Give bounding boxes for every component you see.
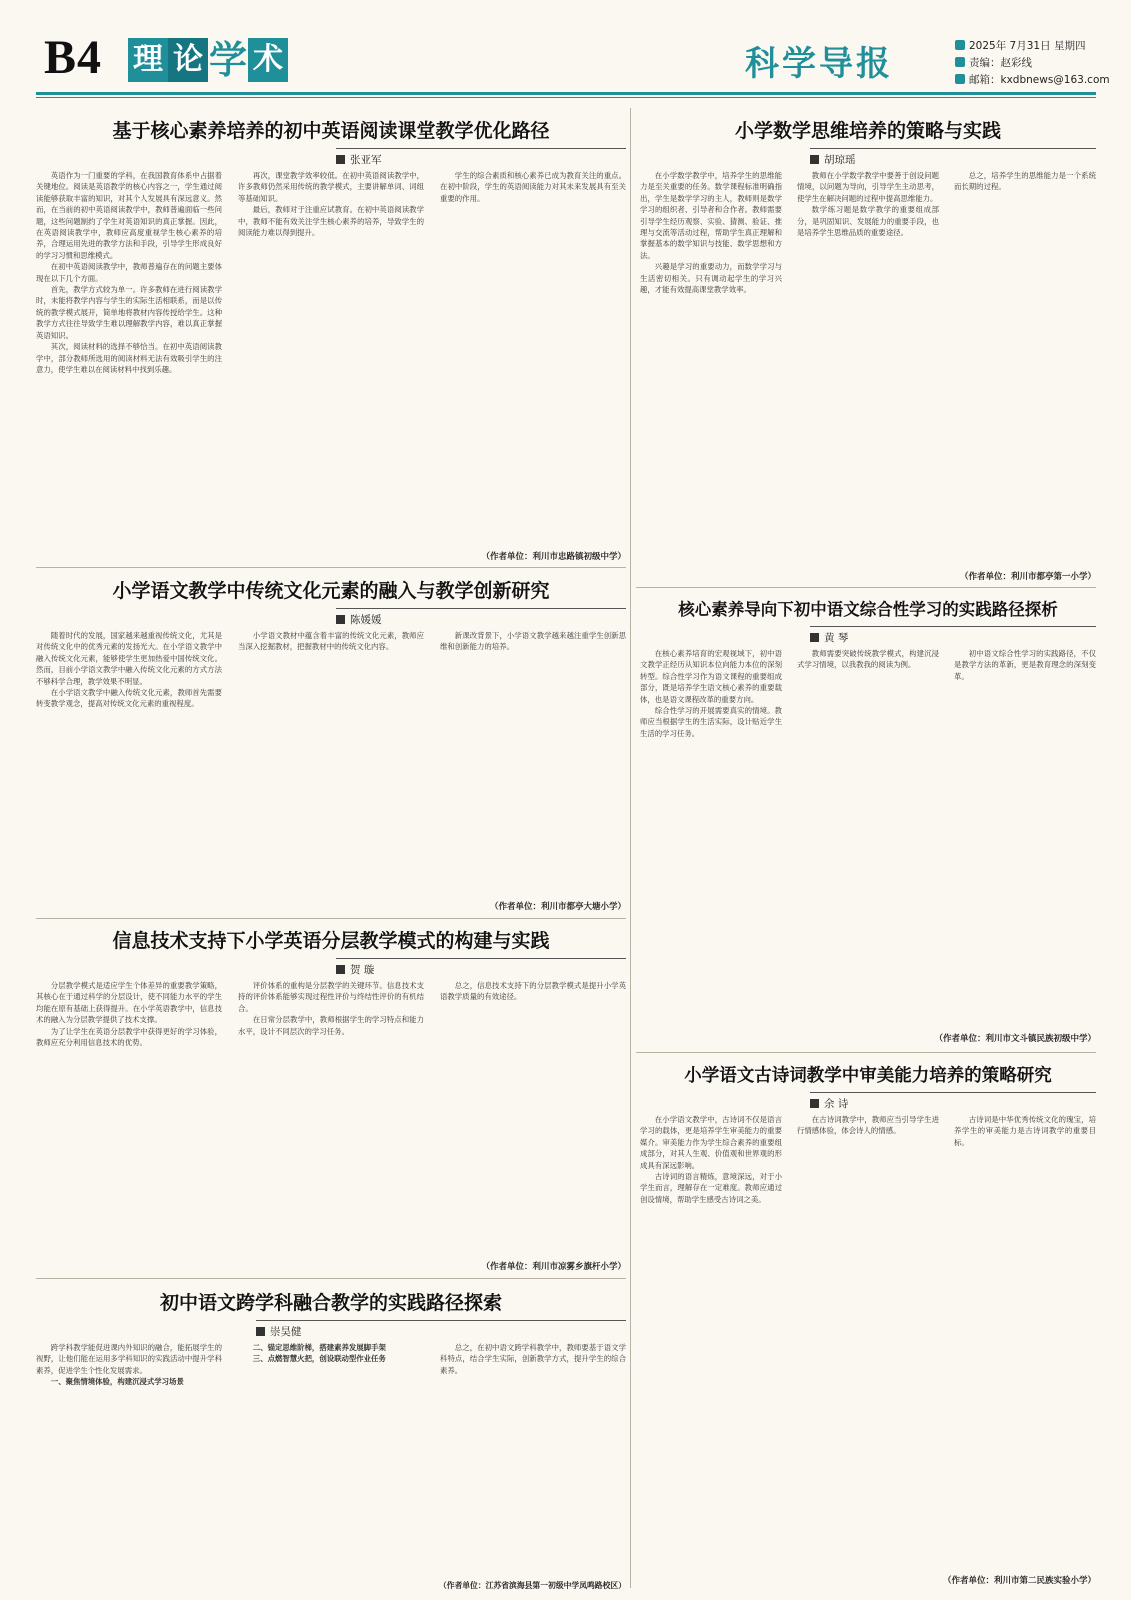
byline-rule <box>256 1320 626 1321</box>
paragraph: 兴趣是学习的重要动力，而数学学习与生活密切相关。只有调动起学生的学习兴趣，才能有效提高课堂教学效率。 <box>640 262 782 295</box>
mail-icon <box>955 74 965 84</box>
author-affiliation: （作者单位：利川市第二民族实验小学） <box>942 1576 1096 1586</box>
byline-rule <box>810 148 1096 149</box>
byline-rule <box>810 1092 1096 1093</box>
author-affiliation: （作者单位：江苏省滨海县第一初级中学凤鸣路校区） <box>438 1581 626 1590</box>
byline-rule <box>336 148 626 149</box>
paragraph: 再次，课堂教学效率较低。在初中英语阅读教学中，许多教师仍然采用传统的教学模式，主要讲解单词、词组等基础知识。 <box>238 171 424 203</box>
byline-marker <box>810 155 819 164</box>
article-english-reading <box>36 112 626 562</box>
paragraph: 古诗词是中华优秀传统文化的瑰宝，培养学生的审美能力是古诗词教学的重要目标。 <box>954 1115 1096 1147</box>
section-logo <box>128 38 288 82</box>
article-title: 小学语文教学中传统文化元素的融入与教学创新研究 <box>112 580 550 602</box>
byline-rule <box>336 958 626 959</box>
paragraph: 新课改背景下，小学语文教学越来越注重学生创新思维和创新能力的培养。 <box>440 631 626 652</box>
author: 贺 璇 <box>350 964 375 976</box>
byline-rule <box>810 626 1096 627</box>
article-title: 核心素养导向下初中语文综合性学习的实践路径探析 <box>678 600 1058 619</box>
section-divider <box>36 567 626 568</box>
paragraph: 在小学数学教学中，培养学生的思维能力是至关重要的任务。数学课程标准明确指出，学生是数学学习的主人，教师则是数学学习的组织者、引导者和合作者。教师需要引导学生经历观察、实验、猜测、验证、推理与交流等活动过程，帮助学生真正理解和掌握基本的数学知识与技能、数学思想和方法。 <box>640 171 782 260</box>
date-icon <box>955 40 965 50</box>
byline-marker <box>810 633 819 642</box>
author: 胡琼瑶 <box>824 154 856 166</box>
section-divider <box>36 918 626 919</box>
article-body <box>640 170 1096 568</box>
paragraph: 古诗词的语言精炼，意境深远，对于小学生而言，理解存在一定难度。教师应通过创设情境，帮助学生感受古诗词之美。 <box>640 1172 782 1204</box>
paragraph: 随着时代的发展，国家越来越重视传统文化，尤其是对传统文化中的优秀元素的发扬光大。在小学语文教学中融入传统文化元素，能够使学生更加热爱中国传统文化。然而，目前小学语文教学中融入传统文化元素的方式方法不够科学合理，教学效果不明显。 <box>36 631 222 686</box>
article-body <box>640 648 1096 1030</box>
byline-marker <box>336 615 345 624</box>
article-math-thinking <box>640 112 1096 582</box>
paragraph: 总之，信息技术支持下的分层教学模式是提升小学英语教学质量的有效途径。 <box>440 981 626 1002</box>
paragraph: 在小学语文教学中，古诗词不仅是语言学习的载体，更是培养学生审美能力的重要媒介。审美能力作为学生综合素养的重要组成部分，对其人生观、价值观和世界观的形成具有深远影响。 <box>640 1115 782 1170</box>
article-title: 小学语文古诗词教学中审美能力培养的策略研究 <box>684 1066 1052 1086</box>
subheading: 一、聚焦情境体验，构建沉浸式学习场景 <box>50 1377 184 1387</box>
masthead-rule-thin <box>36 97 1096 98</box>
article-title: 基于核心素养培养的初中英语阅读课堂教学优化路径 <box>112 120 550 142</box>
section-char: 论 <box>168 38 208 82</box>
paragraph: 总之，培养学生的思维能力是一个系统而长期的过程。 <box>954 171 1096 192</box>
article-interdisciplinary <box>36 1284 626 1592</box>
paragraph: 综合性学习的开展需要真实的情境。教师应当根据学生的生活实际，设计贴近学生生活的学习任务。 <box>640 706 782 738</box>
article-title: 小学数学思维培养的策略与实践 <box>734 120 1001 142</box>
email: 邮箱：kxdbnews@163.com <box>969 74 1110 86</box>
byline <box>810 630 848 645</box>
editor-icon <box>955 57 965 67</box>
paragraph: 分层教学模式是适应学生个体差异的重要教学策略，其核心在于通过科学的分层设计，使不同能力水平的学生均能在原有基础上获得提升。在小学英语教学中，信息技术的融入为分层教学提供了技术支撑。 <box>36 981 222 1025</box>
paragraph: 在日常分层教学中，教师根据学生的学习特点和能力水平，设计不同层次的学习任务。 <box>238 1015 424 1036</box>
article-body <box>36 630 626 898</box>
issue-date: 2025年 7月31日 星期四 <box>969 40 1086 52</box>
page-number: B4 <box>44 31 103 84</box>
paragraph: 为了让学生在英语分层教学中获得更好的学习体验，教师应充分利用信息技术的优势。 <box>36 1026 222 1048</box>
byline-marker <box>810 1099 819 1108</box>
editor: 责编：赵彩线 <box>969 57 1032 69</box>
paragraph: 在小学语文教学中融入传统文化元素，教师首先需要转变教学观念，提高对传统文化元素的重视程度。 <box>36 688 222 709</box>
byline-marker <box>256 1327 265 1336</box>
section-divider <box>636 1052 1096 1053</box>
author: 余 诗 <box>824 1098 849 1110</box>
author-affiliation: （作者单位：利川市文斗镇民族初级中学） <box>934 1034 1096 1044</box>
paragraph: 评价体系的重构是分层教学的关键环节。信息技术支持的评价体系能够实现过程性评价与终结性评价的有机结合。 <box>238 981 424 1013</box>
paragraph: 初中语文综合性学习的实践路径，不仅是教学方法的革新，更是教育理念的深刻变革。 <box>954 649 1096 681</box>
author: 崇昊健 <box>270 1326 302 1338</box>
paragraph: 在古诗词教学中，教师应当引导学生进行情感体验，体会诗人的情感。 <box>797 1115 939 1136</box>
author-affiliation: （作者单位：利川市凉雾乡旗杆小学） <box>481 1262 626 1272</box>
article-title: 初中语文跨学科融合教学的实践路径探索 <box>159 1292 502 1314</box>
article-body <box>36 170 626 548</box>
article-english-layered-teaching <box>36 922 626 1274</box>
paragraph: 跨学科教学能促进课内外知识的融合，能拓展学生的视野，让他们能在运用多学科知识的实践活动中提升学科素养，促进学生个性化发展需求。 <box>36 1343 222 1375</box>
paragraph: 小学语文教材中蕴含着丰富的传统文化元素，教师应当深入挖掘教材，把握教材中的传统文化内容。 <box>238 631 424 652</box>
byline-marker <box>336 155 345 164</box>
section-char: 学 <box>208 38 247 82</box>
masthead-meta <box>955 38 1110 89</box>
subheading: 二、锚定思维阶梯，搭建素养发展脚手架 <box>252 1343 386 1352</box>
byline <box>336 612 382 627</box>
byline <box>256 1324 302 1339</box>
paragraph: 学生的综合素质和核心素养已成为教育关注的重点。在初中阶段，学生的英语阅读能力对其未来发展具有至关重要的作用。 <box>440 171 626 203</box>
author-affiliation: （作者单位：利川市忠路镇初级中学） <box>481 552 626 562</box>
paper-logo: 科学导报 <box>745 44 893 84</box>
paragraph: 总之，在初中语文跨学科教学中，教师要基于语文学科特点，结合学生实际，创新教学方式，提升学生的综合素养。 <box>440 1343 626 1375</box>
article-body <box>36 980 626 1258</box>
section-char: 理 <box>128 38 168 82</box>
author: 黄 琴 <box>824 632 849 644</box>
author: 陈媛媛 <box>350 614 382 626</box>
article-chinese-traditional-culture <box>36 572 626 914</box>
paragraph: 最后，教师对于注重应试教育。在初中英语阅读教学中，教师不能有效关注学生核心素养的培养，导致学生的阅读能力难以得到提升。 <box>238 205 424 238</box>
paragraph: 教师在小学数学教学中要善于创设问题情境，以问题为导向，引导学生主动思考，使学生在解决问题的过程中提高思维能力。 <box>797 171 939 203</box>
paragraph: 在核心素养培育的宏观视域下，初中语文教学正经历从知识本位向能力本位的深刻转型。综合性学习作为语文课程的重要组成部分，既是培养学生语文核心素养的重要载体，也是语文课程改革的重要方向。 <box>640 649 782 704</box>
section-divider <box>636 587 1096 588</box>
article-body <box>36 1342 626 1578</box>
byline <box>336 962 374 977</box>
subheading: 三、点燃智慧火把，创设联动型作业任务 <box>252 1354 386 1364</box>
article-poetry-aesthetics <box>640 1058 1096 1592</box>
article-body <box>640 1114 1096 1572</box>
article-comprehensive-learning <box>640 592 1096 1048</box>
paragraph: 英语作为一门重要的学科，在我国教育体系中占据着关键地位。阅读是英语教学的核心内容之一，学生通过阅读能够获取丰富的知识，对其个人发展具有深远意义。然而，在当前的初中英语阅读教学中，教师普遍面临一些问题，这些问题制约了学生对英语知识的真正掌握。因此，在英语阅读教学中，教师应高度重视学生核心素养的培养，合理运用先进的教学方法和手段，引导学生形成良好的学习习惯和思维模式。 <box>36 171 222 260</box>
byline-rule <box>336 608 626 609</box>
byline <box>810 152 856 167</box>
section-char: 术 <box>248 38 288 82</box>
masthead-rule <box>36 92 1096 95</box>
author-affiliation: （作者单位：利川市都亭大塘小学） <box>489 902 626 912</box>
paragraph: 首先，教学方式较为单一。许多教师在进行阅读教学时，未能将教学内容与学生的实际生活相联系，而是以传统的教学模式展开，简单地将教材内容传授给学生。这种教学方式往往导致学生难以理解教学内容，难以真正掌握英语知识。 <box>36 285 222 340</box>
section-divider <box>36 1278 626 1279</box>
byline <box>336 152 382 167</box>
column-divider <box>630 108 631 1588</box>
paragraph: 教师需要突破传统教学模式，构建沉浸式学习情境，以我教我的阅读为例。 <box>797 649 939 670</box>
paragraph: 数学练习题是数学教学的重要组成部分，是巩固知识、发展能力的重要手段，也是培养学生思维品质的重要途径。 <box>797 205 939 238</box>
author: 张亚军 <box>350 154 382 166</box>
paragraph: 其次，阅读材料的选择不够恰当。在初中英语阅读教学中，部分教师所选用的阅读材料无法有效吸引学生的注意力，使学生难以在阅读材料中找到乐趣。 <box>36 342 222 374</box>
byline <box>810 1096 848 1111</box>
article-title: 信息技术支持下小学英语分层教学模式的构建与实践 <box>112 930 550 952</box>
author-affiliation: （作者单位：利川市都亭第一小学） <box>959 572 1096 582</box>
paragraph: 在初中英语阅读教学中，教师普遍存在的问题主要体现在以下几个方面。 <box>36 262 222 283</box>
byline-marker <box>336 965 345 974</box>
